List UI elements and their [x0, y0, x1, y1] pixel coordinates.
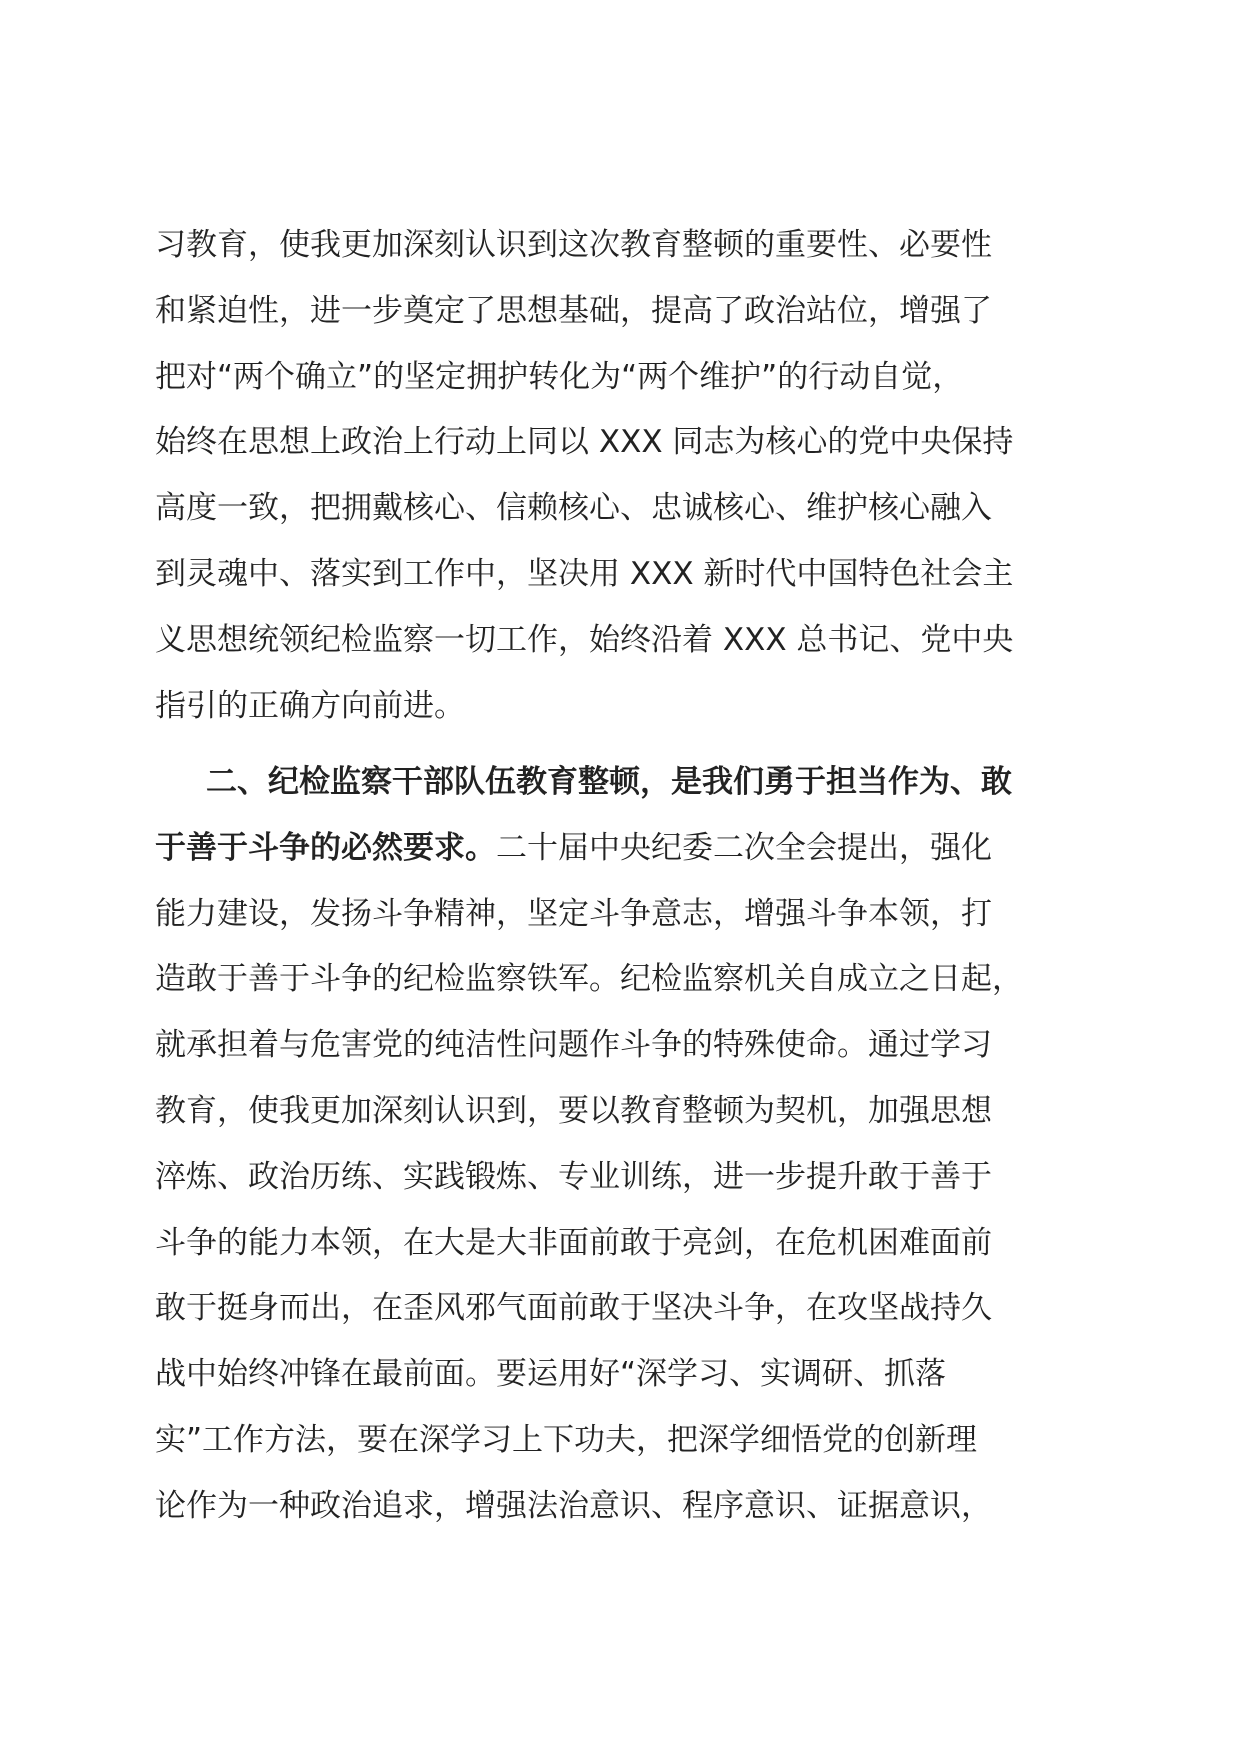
text-line: 敢于挺身而出，在歪风邪气面前敢于坚决斗争，在攻坚战持久 — [155, 1290, 992, 1327]
text-line: 淬炼、政治历练、实践锻炼、专业训练，进一步提升敢于善于 — [155, 1158, 992, 1195]
text-line: 就承担着与危害党的纯洁性问题作斗争的特殊使命。通过学习 — [155, 1027, 992, 1064]
paragraph-section-two — [155, 750, 1095, 1540]
text-line: 和紧迫性，进一步奠定了思想基础，提高了政治站位，增强了 — [155, 292, 992, 329]
text-line: 高度一致，把拥戴核心、信赖核心、忠诚核心、维护核心融入 — [155, 490, 992, 527]
text-line: 始终在思想上政治上行动上同以 XXX 同志为核心的党中央保持 — [155, 424, 1014, 461]
text-line: 能力建设，发扬斗争精神，坚定斗争意志，增强斗争本领，打 — [155, 895, 992, 932]
text-line: 造敢于善于斗争的纪检监察铁军。纪检监察机关自成立之日起， — [155, 961, 1023, 998]
text-line: 义思想统领纪检监察一切工作，始终沿着 XXX 总书记、党中央 — [155, 621, 1014, 658]
text-line: 战中始终冲锋在最前面。要运用好“深学习、实调研、抓落 — [155, 1356, 947, 1393]
text-line: 到灵魂中、落实到工作中，坚决用 XXX 新时代中国特色社会主 — [155, 555, 1014, 592]
text-line-rest: 二十届中央纪委二次全会提出，强化 — [496, 829, 992, 866]
text-line: 习教育，使我更加深刻认识到这次教育整顿的重要性、必要性 — [155, 227, 992, 263]
section-heading-line: 二、纪检监察干部队伍教育整顿，是我们勇于担当作为、敢 — [206, 764, 1012, 800]
text-line: 斗争的能力本领，在大是大非面前敢于亮剑，在危机困难面前 — [155, 1224, 992, 1261]
section-heading-end: 于善于斗争的必然要求。 — [155, 829, 496, 866]
text-line — [155, 816, 1095, 882]
text-line: 把对“两个确立”的坚定拥护转化为“两个维护”的行动自觉， — [155, 358, 964, 395]
text-line: 指引的正确方向前进。 — [155, 687, 465, 724]
text-line: 教育，使我更加深刻认识到，要以教育整顿为契机，加强思想 — [155, 1092, 992, 1129]
text-line: 论作为一种政治追求，增强法治意识、程序意识、证据意识， — [155, 1487, 992, 1524]
paragraph-continuation — [155, 213, 1095, 739]
text-line: 实”工作方法，要在深学习上下功夫，把深学细悟党的创新理 — [155, 1421, 978, 1458]
